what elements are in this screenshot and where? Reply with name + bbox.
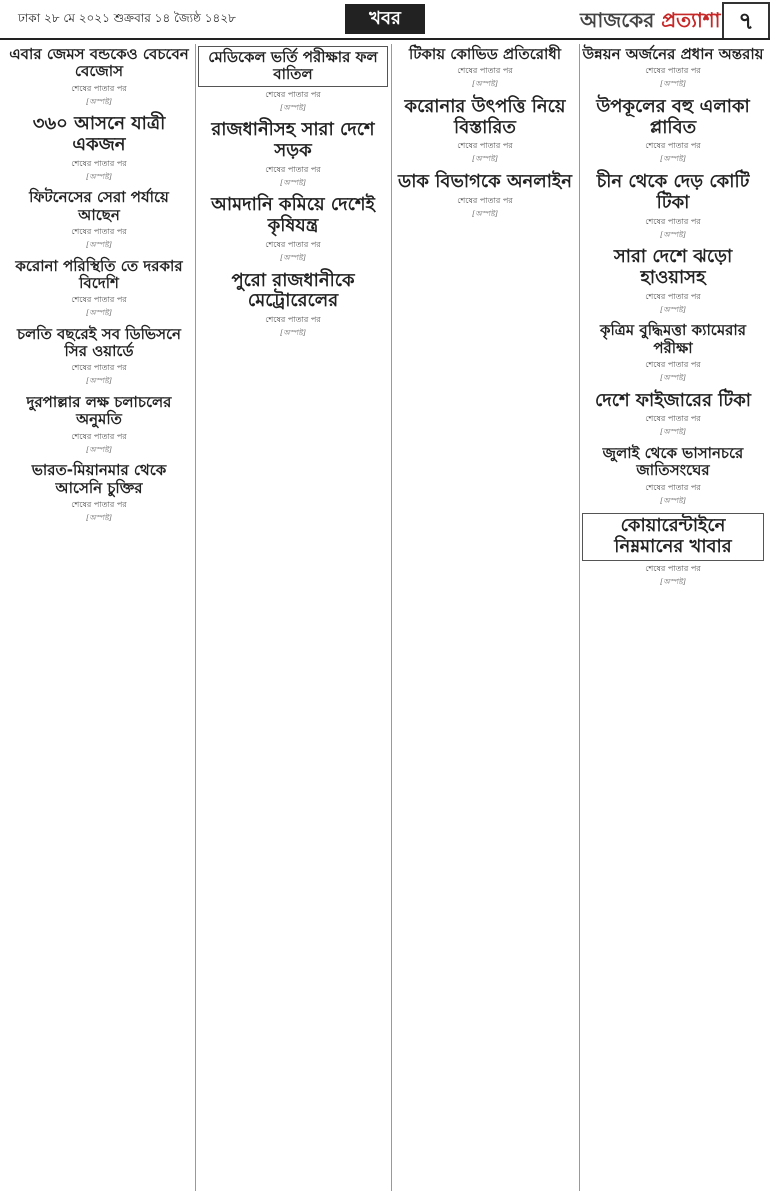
page-header: [0, 0, 770, 38]
article: [582, 247, 764, 314]
continued-label: শেষের পাতার পর: [71, 431, 127, 441]
article-headline: দেশে ফাইজারের টিকা: [594, 389, 752, 411]
article-body: [অস্পষ্ট]: [86, 171, 112, 181]
article-headline: দুরপাল্লার লক্ষ চলাচলের অনুমতি: [26, 393, 172, 429]
article: [394, 46, 576, 89]
continued-label: শেষের পাতার পর: [71, 499, 127, 509]
article: [582, 97, 764, 164]
article: [198, 271, 388, 338]
article-headline: উন্নয়ন অর্জনের প্রধান অন্তরায়: [582, 45, 764, 63]
article-headline: রাজধানীসহ সারা দেশে সড়ক: [211, 119, 375, 161]
article-body: [অস্পষ্ট]: [86, 308, 112, 318]
article: [198, 120, 388, 187]
section-label: খবর: [345, 4, 425, 34]
column-3: [394, 44, 576, 1191]
article-headline: চীন থেকে দেড় কোটি টিকা: [596, 171, 750, 213]
continued-label: শেষের পাতার পর: [71, 363, 127, 373]
continued-label: শেষের পাতার পর: [457, 66, 513, 76]
article-headline: উপকূলের বহু এলাকা প্লাবিত: [596, 96, 750, 138]
article-headline: টিকায় কোভিড প্রতিরোধী: [408, 45, 562, 63]
article-headline: করোনার উৎপত্তি নিয়ে বিস্তারিত: [404, 96, 566, 138]
column-divider: [195, 44, 196, 1191]
column-divider: [391, 44, 392, 1191]
continued-label: শেষের পাতার পর: [645, 66, 701, 76]
column-1: [6, 44, 192, 1191]
article-body: [অস্পষ্ট]: [660, 576, 686, 586]
article-body: [অস্পষ্ট]: [280, 177, 306, 187]
article-headline: ফিটনেসের সেরা পর্যায়ে আছেন: [29, 188, 169, 224]
logo-main: প্রত্যাশা: [661, 8, 721, 32]
article: [6, 258, 192, 318]
continued-label: শেষের পাতার পর: [457, 141, 513, 151]
article-headline: কোয়ারেন্টাইনে নিম্নমানের খাবার: [582, 513, 764, 560]
continued-label: শেষের পাতার পর: [645, 141, 701, 151]
article: [6, 189, 192, 249]
article-body: [অস্পষ্ট]: [472, 79, 498, 89]
column-2: [198, 44, 388, 1191]
article-body: [অস্পষ্ট]: [472, 154, 498, 164]
article-body: [অস্পষ্ট]: [660, 154, 686, 164]
article: [6, 394, 192, 454]
article-headline: ডাক বিভাগকে অনলাইন: [397, 171, 573, 193]
article-headline: কৃত্রিম বুদ্ধিমত্তা ক্যামেরার পরীক্ষা: [599, 321, 747, 357]
article-body: [অস্পষ্ট]: [660, 427, 686, 437]
article-body: [অস্পষ্ট]: [86, 96, 112, 106]
article: [6, 46, 192, 106]
continued-label: শেষের পাতার পর: [645, 563, 701, 573]
article: [394, 97, 576, 164]
article-headline: পুরো রাজধানীকে মেট্রোরেলের: [231, 269, 355, 312]
continued-label: শেষের পাতার পর: [265, 89, 321, 99]
header-rule: [0, 38, 770, 40]
article-body: [অস্পষ্ট]: [660, 495, 686, 505]
continued-label: শেষের পাতার পর: [645, 291, 701, 301]
continued-label: শেষের পাতার পর: [71, 158, 127, 168]
continued-label: শেষের পাতার পর: [71, 295, 127, 305]
column-divider: [579, 44, 580, 1191]
article-body: [অস্পষ্ট]: [660, 372, 686, 382]
newspaper-logo: [580, 6, 720, 39]
article-body: [অস্পষ্ট]: [280, 327, 306, 337]
continued-label: শেষের পাতার পর: [645, 414, 701, 424]
article: [6, 326, 192, 386]
issue-date: ঢাকা ২৮ মে ২০২১ শুক্রবার ১৪ জ্যৈষ্ঠ ১৪২৮: [18, 11, 236, 25]
article-body: [অস্পষ্ট]: [86, 512, 112, 522]
column-4: [582, 44, 764, 1191]
continued-label: শেষের পাতার পর: [71, 226, 127, 236]
article-body: [অস্পষ্ট]: [660, 79, 686, 89]
article-headline: ভারত-মিয়ানমার থেকে আসেনি চুক্তির: [31, 461, 167, 497]
article: [6, 462, 192, 522]
article: [582, 322, 764, 382]
logo-prefix: আজকের: [580, 8, 655, 32]
article: [394, 172, 576, 218]
article-body: [অস্পষ্ট]: [280, 252, 306, 262]
continued-label: শেষের পাতার পর: [265, 314, 321, 324]
article: [582, 391, 764, 437]
article: [582, 445, 764, 505]
continued-label: শেষের পাতার পর: [71, 83, 127, 93]
article-body: [অস্পষ্ট]: [472, 208, 498, 218]
article-body: [অস্পষ্ট]: [86, 444, 112, 454]
article: [198, 195, 388, 262]
article: [6, 114, 192, 181]
article-headline: এবার জেমস বন্ডকেও বেচবেন বেজোস: [9, 45, 189, 81]
article-body: [অস্পষ্ট]: [86, 376, 112, 386]
article-body: [অস্পষ্ট]: [280, 102, 306, 112]
article-body: [অস্পষ্ট]: [660, 304, 686, 314]
article-body: [অস্পষ্ট]: [86, 239, 112, 249]
article: [198, 46, 388, 112]
article-headline: জুলাই থেকে ভাসানচরে জাতিসংঘের: [602, 444, 744, 480]
article-headline: ৩৬০ আসনে যাত্রী একজন: [32, 113, 166, 155]
continued-label: শেষের পাতার পর: [265, 239, 321, 249]
continued-label: শেষের পাতার পর: [457, 195, 513, 205]
article-body: [অস্পষ্ট]: [660, 229, 686, 239]
article-headline: চলতি বছরেই সব ডিভিসনে সির ওয়ার্ডে: [17, 324, 181, 361]
article-headline: সারা দেশে ঝড়ো হাওয়াসহ: [613, 246, 733, 288]
article-headline: করোনা পরিস্থিতি তে দরকার বিদেশি: [15, 256, 183, 292]
continued-label: শেষের পাতার পর: [265, 164, 321, 174]
article: [582, 513, 764, 586]
article: [582, 46, 764, 89]
continued-label: শেষের পাতার পর: [645, 482, 701, 492]
article-headline: আমদানি কমিয়ে দেশেই কৃষিযন্ত্র: [211, 194, 375, 237]
page-number: ৭: [722, 2, 770, 40]
continued-label: শেষের পাতার পর: [645, 359, 701, 369]
article: [582, 172, 764, 239]
continued-label: শেষের পাতার পর: [645, 216, 701, 226]
article-headline: মেডিকেল ভর্তি পরীক্ষার ফল বাতিল: [198, 46, 388, 87]
